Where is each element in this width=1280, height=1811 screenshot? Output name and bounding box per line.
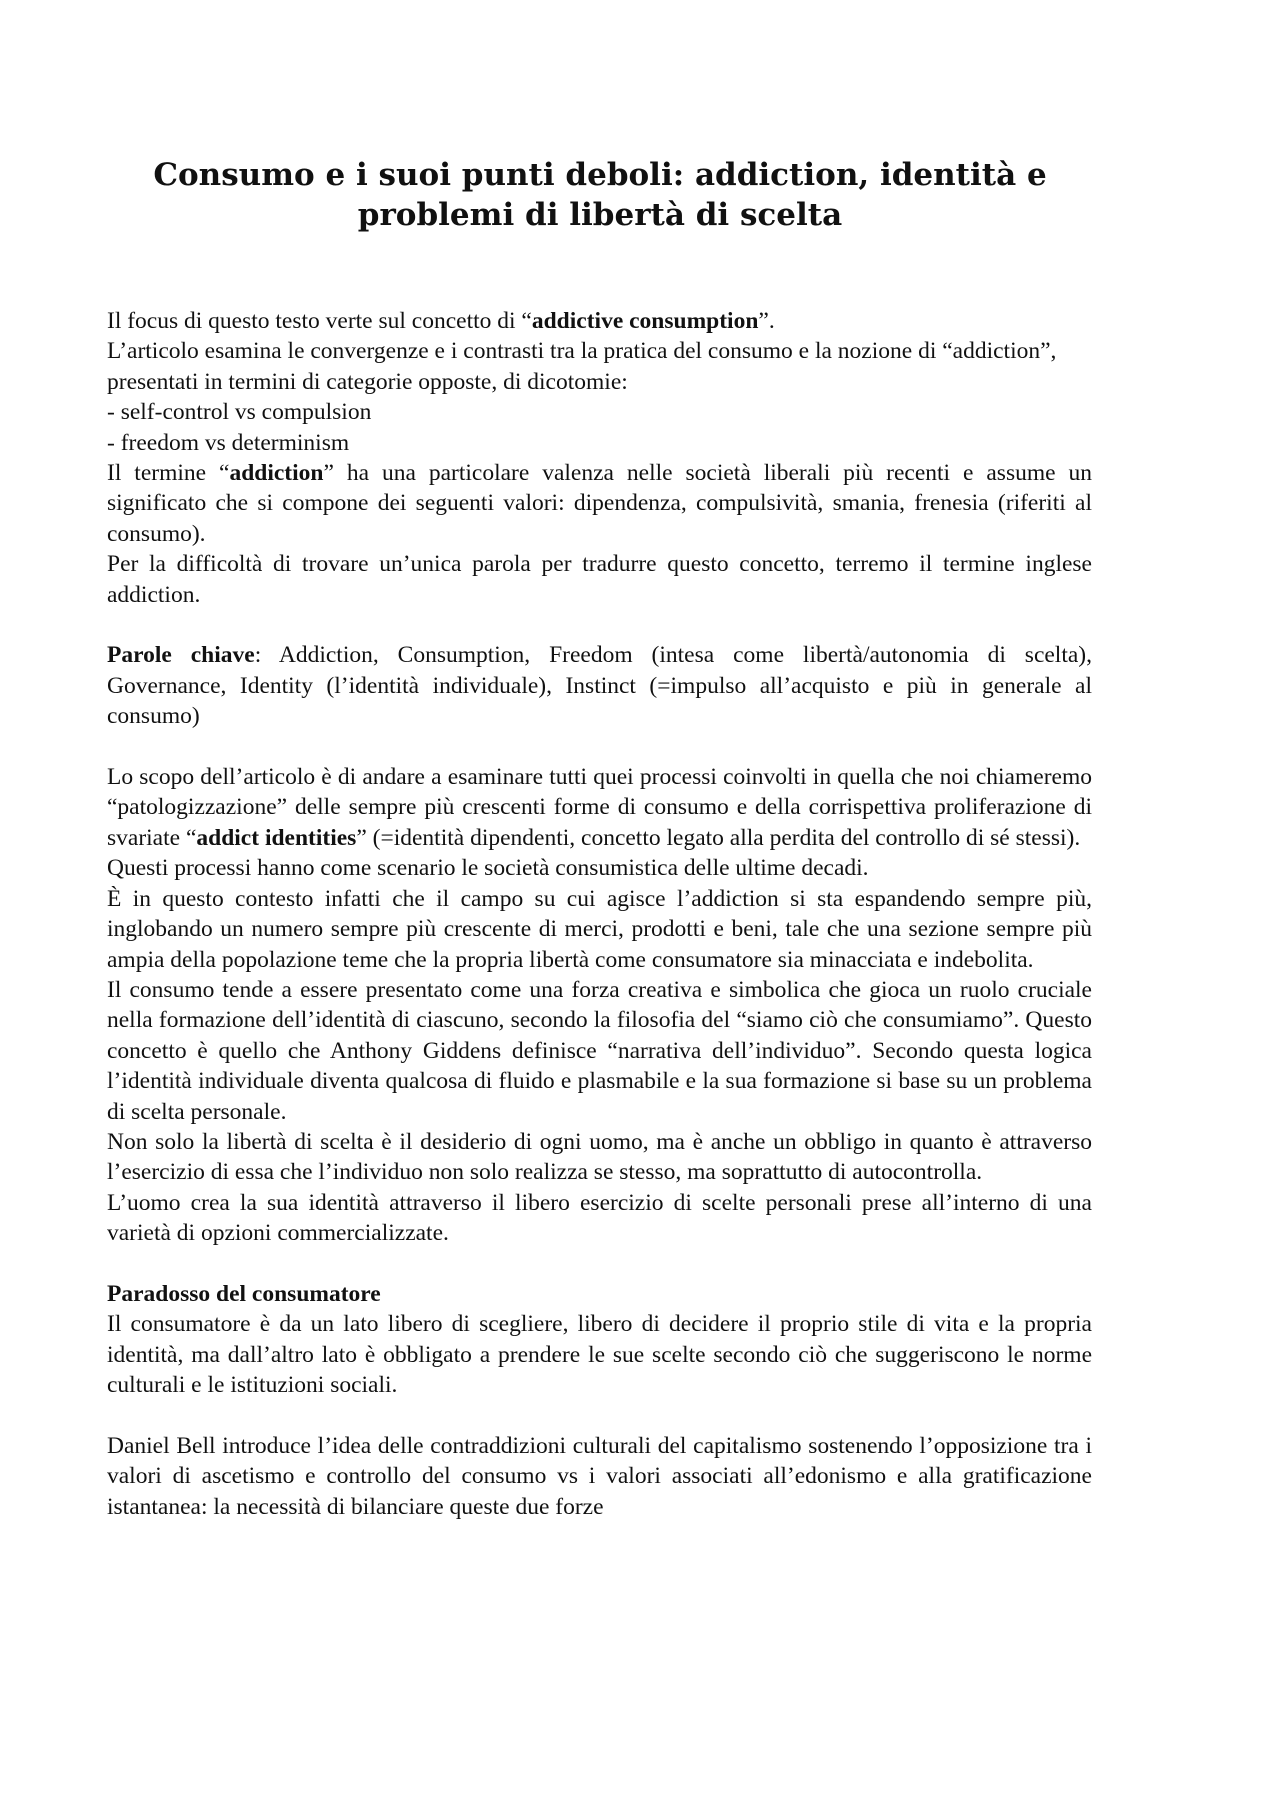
scope-paragraph-2: Questi processi hanno come scenario le società consumistica delle ultime decadi.: [107, 855, 869, 882]
spacer: [107, 1249, 1092, 1279]
scope-paragraph-4: Il consumo tende a essere presentato come una forza creativa e simbolica che gioca un ruolo cruciale nella formazione dell’identità di ciascuno, secondo la filosofia del “siamo ciò che consumiamo”. Questo concetto è quello che Anthony Giddens definisce “narrativa dell’individuo”. Secondo questa logica l’identità individuale diventa qualcosa di fluido e plasmabile e la sua formazione si base su un problema di scelta personale.: [107, 976, 1092, 1125]
intro-focus-bold: addictive consumption: [531, 308, 759, 334]
spacer: [107, 610, 1092, 640]
keywords-label: Parole chiave: [107, 642, 255, 669]
intro-focus-end: ”.: [758, 308, 775, 334]
bell-paragraph: Daniel Bell introduce l’idea delle contraddizioni culturali del capitalismo sostenendo l’opposizione tra i valori di ascetismo e controllo del consumo vs i valori associati all’edonismo e alla gratificazione istantanea: la necessità di bilanciare queste due forze: [107, 1432, 1092, 1520]
term-text-start: Il termine “: [107, 460, 230, 487]
intro-paragraph-term: [107, 458, 1092, 549]
dichotomy-item-2: - freedom vs determinism: [107, 429, 350, 456]
intro-paragraph-article: L’articolo esamina le convergenze e i contrasti tra la pratica del consumo e la nozione di “addiction”, presentati in termini di categorie opposte, di dicotomie:: [107, 338, 1057, 395]
document-title: Consumo e i suoi punti deboli: addiction, identità e problemi di libertà di scelta: [153, 157, 1047, 233]
scope-bold: addict identities: [196, 824, 357, 851]
scope-paragraph-5: Non solo la libertà di scelta è il desiderio di ogni uomo, ma è anche un obbligo in quanto è attraverso l’esercizio di essa che l’individuo non solo realizza se stesso, ma soprattutto di autocontrolla.: [107, 1128, 1092, 1186]
term-text-end: ” ha una particolare valenza nelle società liberali più recenti e assume un significato che si compone dei seguenti valori: dipendenza, compulsività, smania, frenesia (riferiti al consumo).: [107, 460, 1092, 547]
scope-paragraph-1: [107, 762, 1092, 853]
paradox-heading: [107, 1279, 1092, 1309]
paradox-paragraph: Il consumatore è da un lato libero di scegliere, libero di decidere il proprio stile di vita e la propria identità, ma dall’altro lato è obbligato a prendere le sue scelte secondo ciò che suggeriscono le norme culturali e le istituzioni sociali.: [107, 1311, 1092, 1399]
scope-text-end: ” (=identità dipendenti, concetto legato alla perdita del controllo di sé stessi).: [356, 824, 1081, 851]
intro-paragraph-translation: Per la difficoltà di trovare un’unica parola per tradurre questo concetto, terremo il termine inglese addiction.: [107, 551, 1092, 608]
keywords-paragraph: [107, 640, 1092, 731]
dichotomy-item-1: - self-control vs compulsion: [107, 399, 372, 426]
spacer: [107, 1401, 1092, 1431]
keywords-text: : Addiction, Consumption, Freedom (intesa come libertà/autonomia di scelta), Governance, Identity (l’identità individuale), Instinct (=impulso all’acquisto e più in generale al consumo): [107, 642, 1092, 730]
document-body: [107, 306, 1092, 1522]
scope-paragraph-3: È in questo contesto infatti che il campo su cui agisce l’addiction si sta espandendo sempre più, inglobando un numero sempre più crescente di merci, prodotti e beni, tale che una sezione sempre più ampia della popolazione teme che la propria libertà come consumatore sia minacciata e indebolita.: [107, 885, 1092, 973]
intro-focus-text: Il focus di questo testo verte sul concetto di “: [107, 308, 532, 334]
intro-paragraph-focus: [107, 306, 1092, 336]
scope-text-start: Lo scopo dell’articolo è di andare a esaminare tutti quei processi coinvolti in quella che noi chiameremo “patologizzazione” delle sempre più crescenti forme di consumo e della corrispettiva proliferazione di svariate “: [107, 764, 1092, 851]
paradox-heading-text: Paradosso del consumatore: [107, 1280, 381, 1307]
spacer: [107, 732, 1092, 762]
term-bold: addiction: [229, 460, 324, 487]
scope-paragraph-6: L’uomo crea la sua identità attraverso il libero esercizio di scelte personali prese all’interno di una varietà di opzioni commercializzate.: [107, 1189, 1092, 1247]
